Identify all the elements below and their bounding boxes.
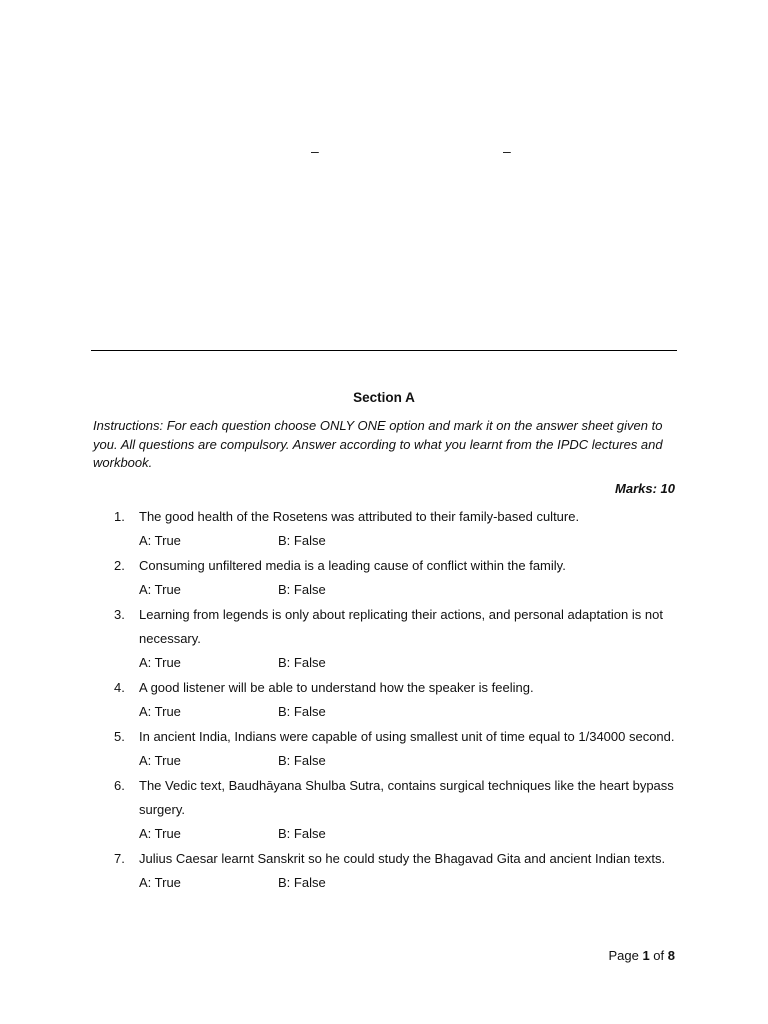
question-item [0, 676, 768, 725]
question-text: A good listener will be able to understand how the speaker is feeling. [139, 680, 534, 695]
question-item [0, 603, 768, 676]
question-item [0, 554, 768, 603]
option-a: A: True [139, 704, 181, 719]
question-item [0, 847, 768, 896]
section-title: Section A [353, 390, 415, 405]
option-b: B: False [278, 655, 326, 670]
question-options [139, 578, 768, 603]
question-options [139, 651, 768, 676]
page-label: Page [608, 948, 639, 963]
header-dash-right: – [503, 143, 511, 159]
option-a: A: True [139, 753, 181, 768]
marks-label: Marks: 10 [615, 481, 675, 496]
option-a: A: True [139, 655, 181, 670]
question-item [0, 505, 768, 554]
option-a: A: True [139, 582, 181, 597]
question-number: 6. [114, 778, 125, 793]
page-current: 1 [642, 948, 650, 963]
instructions-text: Instructions: For each question choose ONLY ONE option and mark it on the answer sheet given to you. All questions are compulsory. Answer according to what you learnt from the IPDC lectures and workbook. [93, 418, 663, 470]
question-list [0, 505, 768, 896]
question-number: 5. [114, 729, 125, 744]
option-b: B: False [278, 582, 326, 597]
question-number: 3. [114, 607, 125, 622]
question-text: The Vedic text, Baudhāyana Shulba Sutra, contains surgical techniques like the heart bypass surgery. [139, 778, 674, 817]
question-text: Julius Caesar learnt Sanskrit so he could study the Bhagavad Gita and ancient Indian texts. [139, 851, 666, 866]
of-label: of [653, 948, 665, 963]
question-number: 4. [114, 680, 125, 695]
question-number: 2. [114, 558, 125, 573]
question-options [139, 822, 768, 847]
question-options [139, 700, 768, 725]
option-b: B: False [278, 533, 326, 548]
option-b: B: False [278, 875, 326, 890]
option-a: A: True [139, 875, 181, 890]
page-total: 8 [667, 948, 675, 963]
question-number: 1. [114, 509, 125, 524]
option-a: A: True [139, 533, 181, 548]
horizontal-rule [91, 350, 677, 351]
option-b: B: False [278, 753, 326, 768]
question-text: The good health of the Rosetens was attributed to their family-based culture. [139, 509, 580, 524]
question-options [139, 749, 768, 774]
question-text: Learning from legends is only about replicating their actions, and personal adaptation is not necessary. [139, 607, 663, 646]
question-number: 7. [114, 851, 125, 866]
option-b: B: False [278, 826, 326, 841]
option-a: A: True [139, 826, 181, 841]
question-text: Consuming unfiltered media is a leading cause of conflict within the family. [139, 558, 566, 573]
question-item [0, 774, 768, 847]
page-footer [608, 947, 675, 965]
question-text: In ancient India, Indians were capable of using smallest unit of time equal to 1/34000 second. [139, 729, 675, 744]
question-item [0, 725, 768, 774]
header-dash-left: – [311, 143, 319, 159]
option-b: B: False [278, 704, 326, 719]
question-options [139, 529, 768, 554]
question-options [139, 871, 768, 896]
